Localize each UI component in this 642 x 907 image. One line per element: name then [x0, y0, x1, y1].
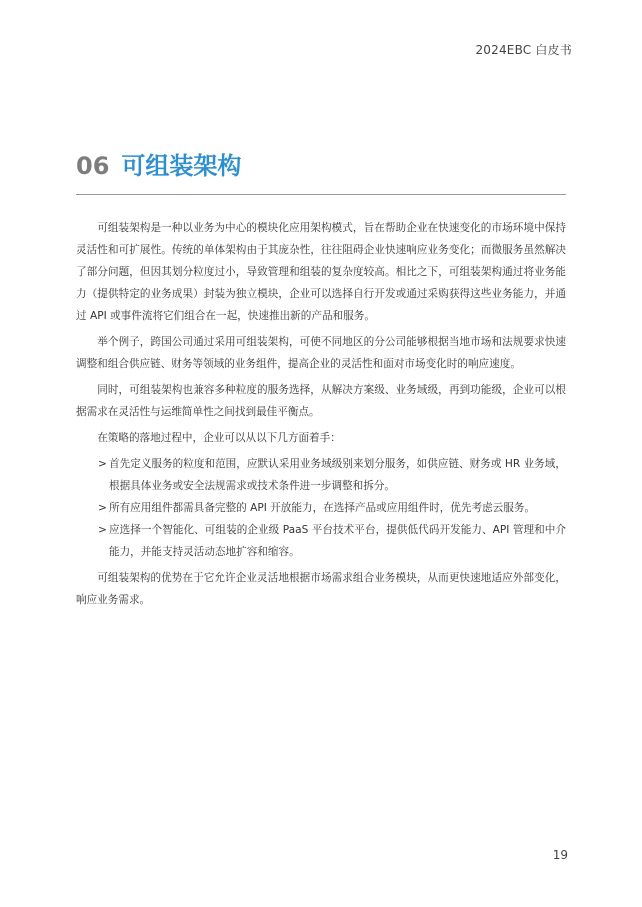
paragraph-granularity: 同时，可组装架构也兼容多种粒度的服务选择，从解决方案级、业务域级，再到功能级，企业可以根据需求在灵活性与运维简单性之间找到最佳平衡点。: [76, 384, 566, 418]
list-item-text: 应选择一个智能化、可组装的企业级 PaaS 平台技术平台，提供低代码开发能力、API 管理和中介能力，并能支持灵活动态地扩容和缩容。: [109, 524, 566, 558]
paragraph-conclusion: 可组装架构的优势在于它允许企业灵活地根据市场需求组合业务模块，从而更快速地适应外部变化，响应业务需求。: [76, 572, 566, 606]
paragraph-strategy: 在策略的落地过程中，企业可以从以下几方面着手：: [97, 432, 341, 444]
bullet-marker: >: [98, 458, 107, 470]
section-number: 06: [76, 152, 110, 180]
strategy-list: [76, 453, 566, 563]
list-item: [76, 519, 566, 563]
paragraph-intro: 可组装架构是一种以业务为中心的模块化应用架构模式，旨在帮助企业在快速变化的市场环境中保持灵活性和可扩展性。传统的单体架构由于其庞杂性，往往阻碍企业快速响应业务变化；而微服务虽然解决了部分问题，但因其划分粒度过小，导致管理和组装的复杂度较高。相比之下，可组装架构通过将业务能力（提供特定的业务成果）封装为独立模块，企业可以选择自行开发或通过采购获得这些业务能力，并通过 API 或事件流将它们组合在一起，快速推出新的产品和服务。: [76, 222, 566, 322]
list-item-text: 首先定义服务的粒度和范围，应默认采用业务域级别来划分服务，如供应链、财务或 HR 业务域，根据具体业务或安全法规需求或技术条件进一步调整和拆分。: [109, 458, 566, 492]
list-item: [76, 453, 566, 497]
bullet-marker: >: [98, 502, 107, 514]
section-title: 可组装架构: [121, 152, 242, 180]
heading-divider: [76, 194, 566, 195]
list-item-text: 所有应用组件都需具备完整的 API 开放能力，在选择产品或应用组件时，优先考虑云服务。: [109, 502, 536, 514]
bullet-marker: >: [98, 524, 107, 536]
body-content: [76, 217, 566, 615]
list-item: [76, 497, 566, 519]
header-title: 2024EBC 白皮书: [475, 43, 572, 57]
section-heading: [76, 150, 241, 182]
paragraph-example: 举个例子，跨国公司通过采用可组装架构，可使不同地区的分公司能够根据当地市场和法规要求快速调整和组合供应链、财务等领域的业务组件，提高企业的灵活性和面对市场变化时的响应速度。: [76, 336, 566, 370]
page-number: 19: [552, 848, 568, 862]
